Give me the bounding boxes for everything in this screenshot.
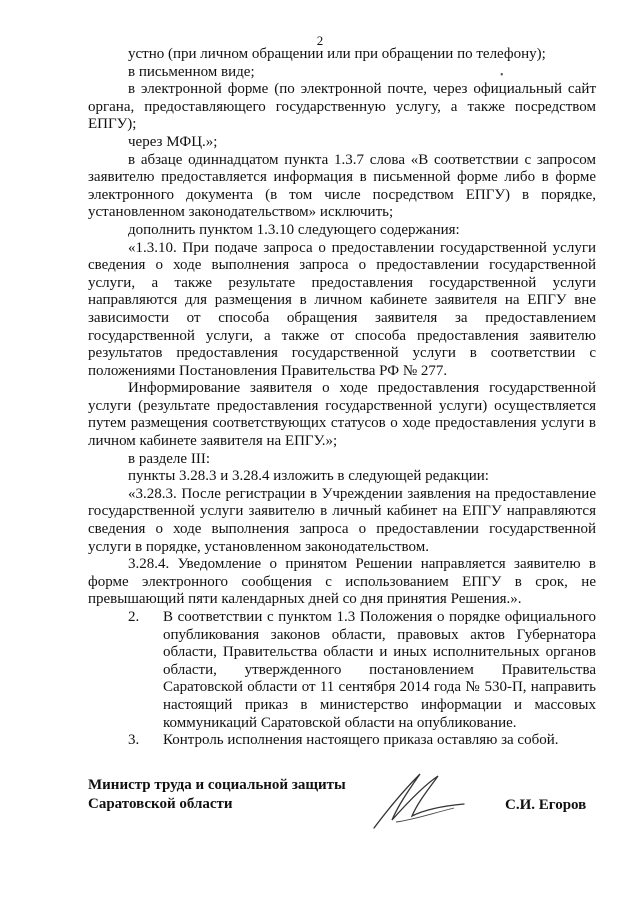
paragraph: «1.3.10. При подаче запроса о предоставлении государственной услуги сведения о ходе выполнения запроса о предоставлении государственной услуги, а также результате предоставления государственной услуги направляются для размещения в личном кабинете заявителя на ЕПГУ вне зависимости от способа обращения заявителя за предоставлением государственной услуги, а также от способа предоставления заявителю результатов предоставления государственной услуги в соответствии с положениями Постановления Правительства РФ № 277. xyxy=(88,239,596,379)
paragraph: пункты 3.28.3 и 3.28.4 изложить в следующей редакции: xyxy=(128,468,489,485)
paragraph: через МФЦ.»; xyxy=(128,133,218,150)
item-text: В соответствии с пунктом 1.3 Положения о порядке официального опубликования законов области, правовых актов Губернатора области, Правительства области и иных исполнительных органов области, утвержденного постановлением Правительства Саратовской области от 11 сентября 2014 года № 530-П, направить настоящий приказ в министерство информации и массовых коммуникаций Саратовской области на опубликование. xyxy=(163,609,596,731)
page-number: 2 xyxy=(316,33,324,48)
item-number: 3. xyxy=(128,732,140,749)
numbered-item xyxy=(88,609,596,732)
paragraph: в письменном виде; xyxy=(128,63,255,80)
paragraph: в абзаце одиннадцатом пункта 1.3.7 слова «В соответствии с запросом заявителю предоставляется информация в письменной форме либо в форме электронного документа (в том числе посредством ЕПГУ) в порядке, установленном законодательством» исключить; xyxy=(88,151,596,221)
document-body xyxy=(88,46,596,750)
stray-mark: • xyxy=(500,70,504,81)
position-line: Саратовской области xyxy=(88,796,233,812)
position-line: Министр труда и социальной защиты xyxy=(88,777,346,793)
paragraph: «3.28.3. После регистрации в Учреждении заявления на предоставление государственной услуги заявителю в личный кабинет на ЕПГУ направляются сведения о ходе выполнения запроса о предоставлении государственной услуги в порядке, установленном законодательством. xyxy=(88,485,596,555)
item-text: Контроль исполнения настоящего приказа оставляю за собой. xyxy=(163,732,559,749)
handwritten-signature xyxy=(368,762,478,837)
signatory-name: С.И. Егоров xyxy=(505,797,587,813)
paragraph: устно (при личном обращении или при обращении по телефону); xyxy=(128,46,546,62)
paragraph: в электронной форме (по электронной почте, через официальный сайт органа, предоставляющего государственную услугу, а также посредством ЕПГУ); xyxy=(88,81,596,133)
signatory-position xyxy=(88,776,346,814)
paragraph: 3.28.4. Уведомление о принятом Решении направляется заявителю в форме электронного сообщения с использованием ЕПГУ в срок, не превышающий пяти календарных дней со дня принятия Решения.». xyxy=(88,556,596,608)
paragraph: в разделе III: xyxy=(128,450,210,467)
paragraph: дополнить пунктом 1.3.10 следующего содержания: xyxy=(128,221,460,238)
paragraph: Информирование заявителя о ходе предоставления государственной услуги (результате предоставления государственной услуги) осуществляется путем размещения соответствующих статусов о ходе предоставления услуги в личном кабинете заявителя на ЕПГУ.»; xyxy=(88,380,596,450)
numbered-item xyxy=(88,732,596,750)
item-number: 2. xyxy=(128,609,140,625)
